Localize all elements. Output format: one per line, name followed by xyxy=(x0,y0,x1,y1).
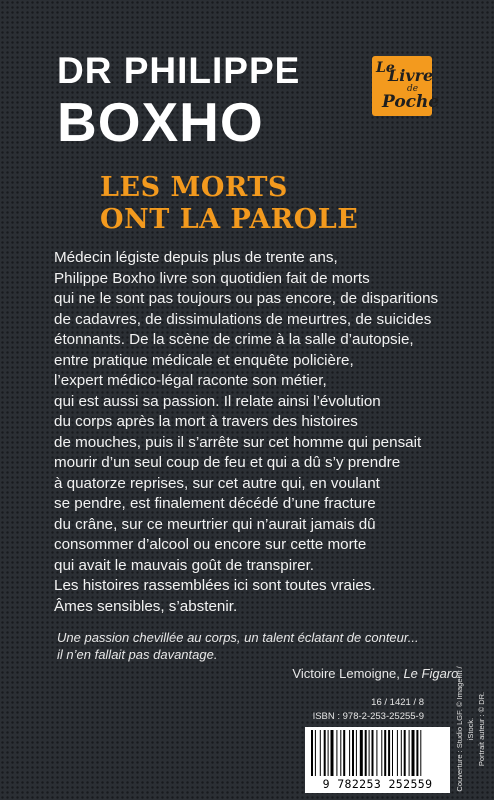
logo-word-le: Le xyxy=(376,60,395,76)
quote-author: Victoire Lemoigne, xyxy=(292,666,400,681)
credits-line-1: Couverture : Studio LGF. © Imagehit / iStock. xyxy=(455,666,475,792)
logo-word-de: de xyxy=(407,84,419,94)
quote-source: Le Figaro. xyxy=(403,666,462,681)
logo-word-poche: Poche xyxy=(382,92,440,112)
isbn: ISBN : 978-2-253-25255-9 xyxy=(312,711,424,722)
press-quote: Une passion chevillée au corps, un talent éclatant de conteur... il n’en fallait pas davantage. xyxy=(57,630,419,662)
publisher-logo xyxy=(372,56,440,116)
catalog-codes xyxy=(313,696,424,724)
book-title-line-2: ONT LA PAROLE xyxy=(100,204,359,235)
barcode-bars-icon xyxy=(311,730,444,776)
logo-word-livre: Livre xyxy=(388,66,434,85)
catalog-number: 16 / 1421 / 8 xyxy=(371,697,424,708)
barcode xyxy=(305,727,450,793)
image-credits xyxy=(454,662,490,796)
quote-attribution xyxy=(292,666,462,681)
author-name xyxy=(57,50,301,153)
barcode-number: 9 782253 252559 xyxy=(322,777,433,791)
book-title xyxy=(100,172,358,236)
back-cover-summary: Médecin légiste depuis plus de trente ans, Philippe Boxho livre son quotidien fait de morts qui ne le sont pas toujours ou pas encore, de disparitions de cadavres, de dissimulations de meurtres, de suicides étonnants. De la scène de crime à la salle d’autopsie, entre pratique médicale et enquête policière, l’expert médico-légal raconte son métier, qui est aussi sa passion. Il relate ainsi l’évolution du corps après la mort à travers des histoires de mouches, puis il s’arrête sur cet homme qui pensait mourir d’un seul coup de feu et qui a dû s’y prendre à quatorze reprises, sur cet autre qui, en voulant se pendre, est finalement décédé d’une fracture du crâne, sur ce meurtrier qui n’aurait jamais dû consommer d’alcool ou encore sur cette morte qui avait le mauvais goût de transpirer. Les histoires rassemblées ici sont toutes vraies. Âmes sensibles, s’abstenir. xyxy=(54,249,439,615)
author-last-name: BOXHO xyxy=(57,91,264,153)
author-first-name: DR PHILIPPE xyxy=(57,50,301,91)
credits-line-2: Portrait auteur : © DR. xyxy=(477,691,486,767)
book-title-line-1: LES MORTS xyxy=(100,172,288,203)
